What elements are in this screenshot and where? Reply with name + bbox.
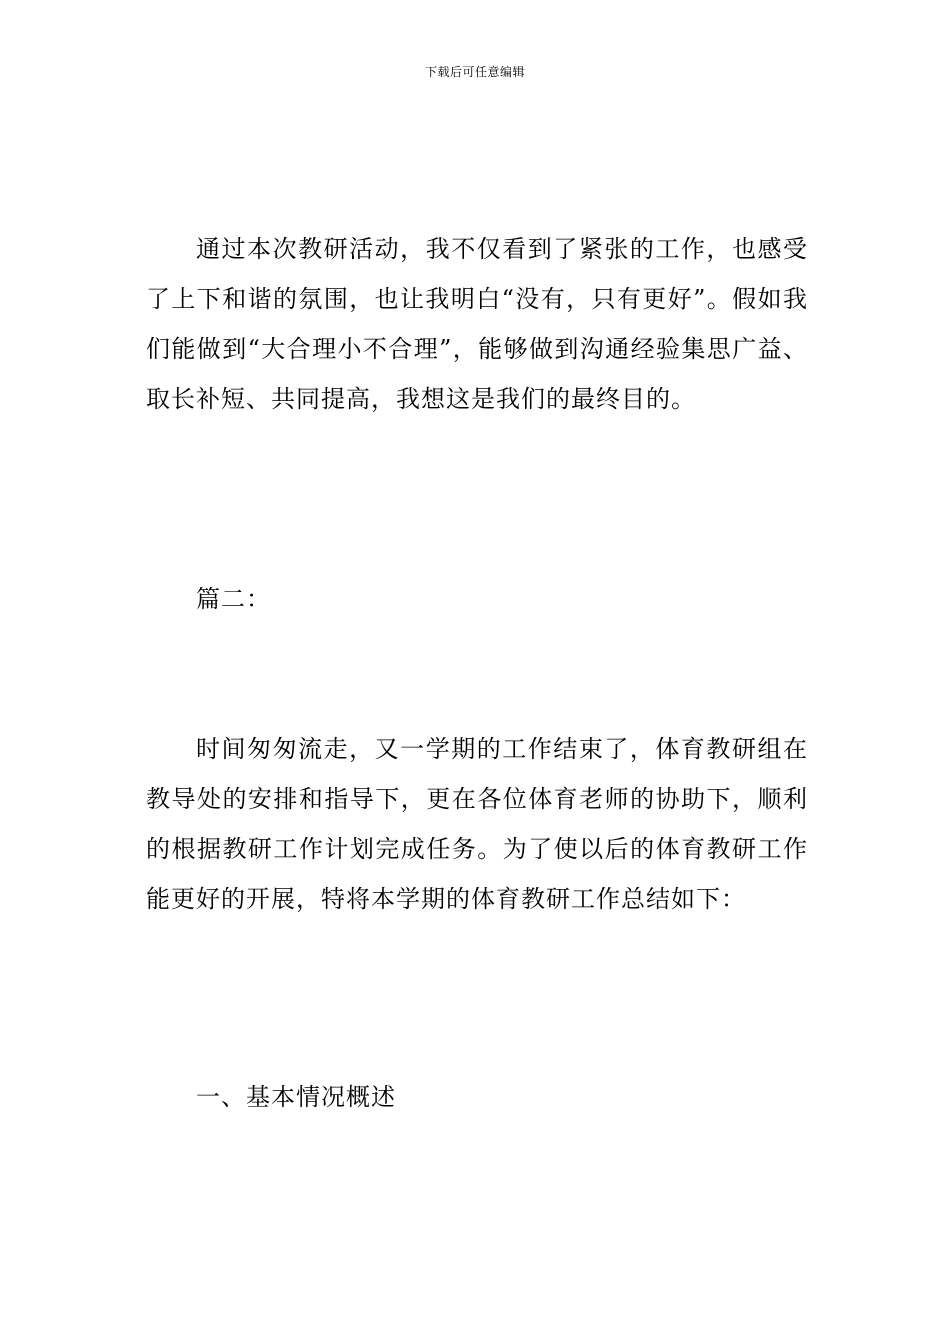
paragraph-research-reflection: 通过本次教研活动，我不仅看到了紧张的工作，也感受了上下和谐的氛围，也让我明白“没有，只有更好”。假如我们能做到“大合理小不合理”，能够做到沟通经验集思广益、取长补短、共同提高，我想这是我们的最终目的。 <box>146 235 808 413</box>
paragraph-semester-summary-intro: 时间匆匆流走，又一学期的工作结束了，体育教研组在教导处的安排和指导下，更在各位体育老师的协助下，顺利的根据教研工作计划完成任务。为了使以后的体育教研工作能更好的开展，特将本学期的体育教研工作总结如下： <box>146 735 808 913</box>
section-heading-part-two: 篇二： <box>196 585 271 613</box>
page-header-note: 下载后可任意编辑 <box>424 65 525 79</box>
section-heading-basic-overview: 一、基本情况概述 <box>196 1083 396 1111</box>
